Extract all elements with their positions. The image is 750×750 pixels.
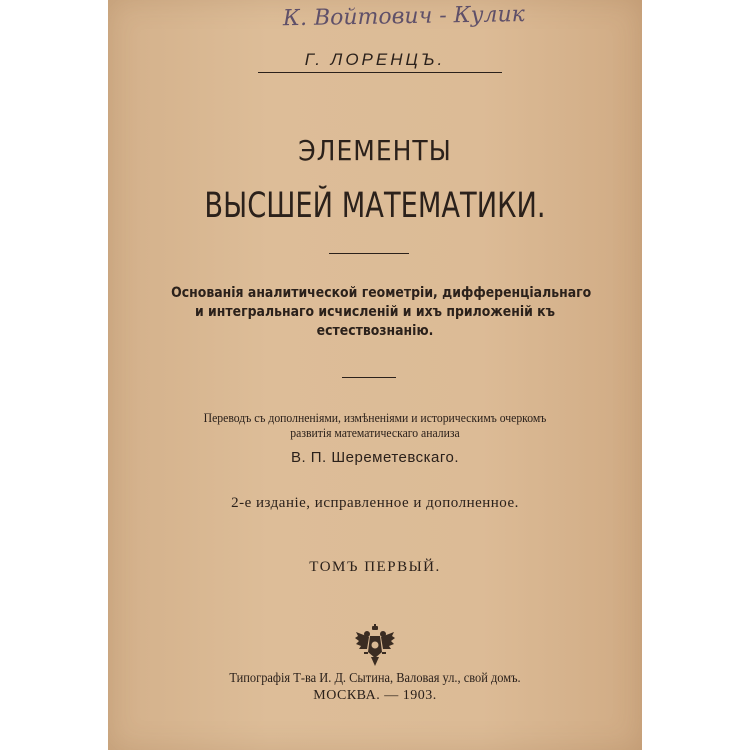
- subtitle-line-3: естествознанію.: [316, 323, 434, 339]
- volume-label: ТОМЪ ПЕРВЫЙ.: [309, 559, 441, 575]
- divider-2: [342, 377, 396, 378]
- imprint-line-1: Типографія Т-ва И. Д. Сытина, Валовая ул., свой домъ.: [229, 670, 521, 685]
- subtitle-line-2: и интегральнаго исчисленій и ихъ приложеній къ: [194, 304, 556, 320]
- author-underline: [258, 72, 502, 73]
- edition-note: 2-е изданіе, исправленное и дополненное.: [231, 495, 519, 511]
- subtitle-line-1: Основанія аналитической геометріи, дифференціальнаго: [171, 285, 592, 301]
- double-headed-eagle-icon: [353, 624, 397, 668]
- imprint-line-2: МОСКВА. — 1903.: [313, 688, 437, 703]
- subtitle: [145, 284, 604, 341]
- author-name: Г. ЛОРЕНЦЪ.: [304, 50, 446, 69]
- title-line-2: ВЫСШЕЙ МАТЕМАТИКИ.: [204, 185, 546, 227]
- divider-1: [329, 253, 409, 254]
- title-page: [108, 0, 642, 750]
- translation-line-1: Переводъ съ дополненіями, измѣненіями и историческимъ очеркомъ: [203, 410, 547, 425]
- title-line-1: ЭЛЕМЕНТЫ: [298, 134, 452, 167]
- handwritten-signature: К. Войтович - Кулик: [282, 2, 526, 32]
- translation-note: [135, 410, 616, 440]
- translator-name: В. П. Шереметевскаго.: [290, 449, 460, 466]
- translation-line-2: развитія математическаго анализа: [290, 425, 460, 440]
